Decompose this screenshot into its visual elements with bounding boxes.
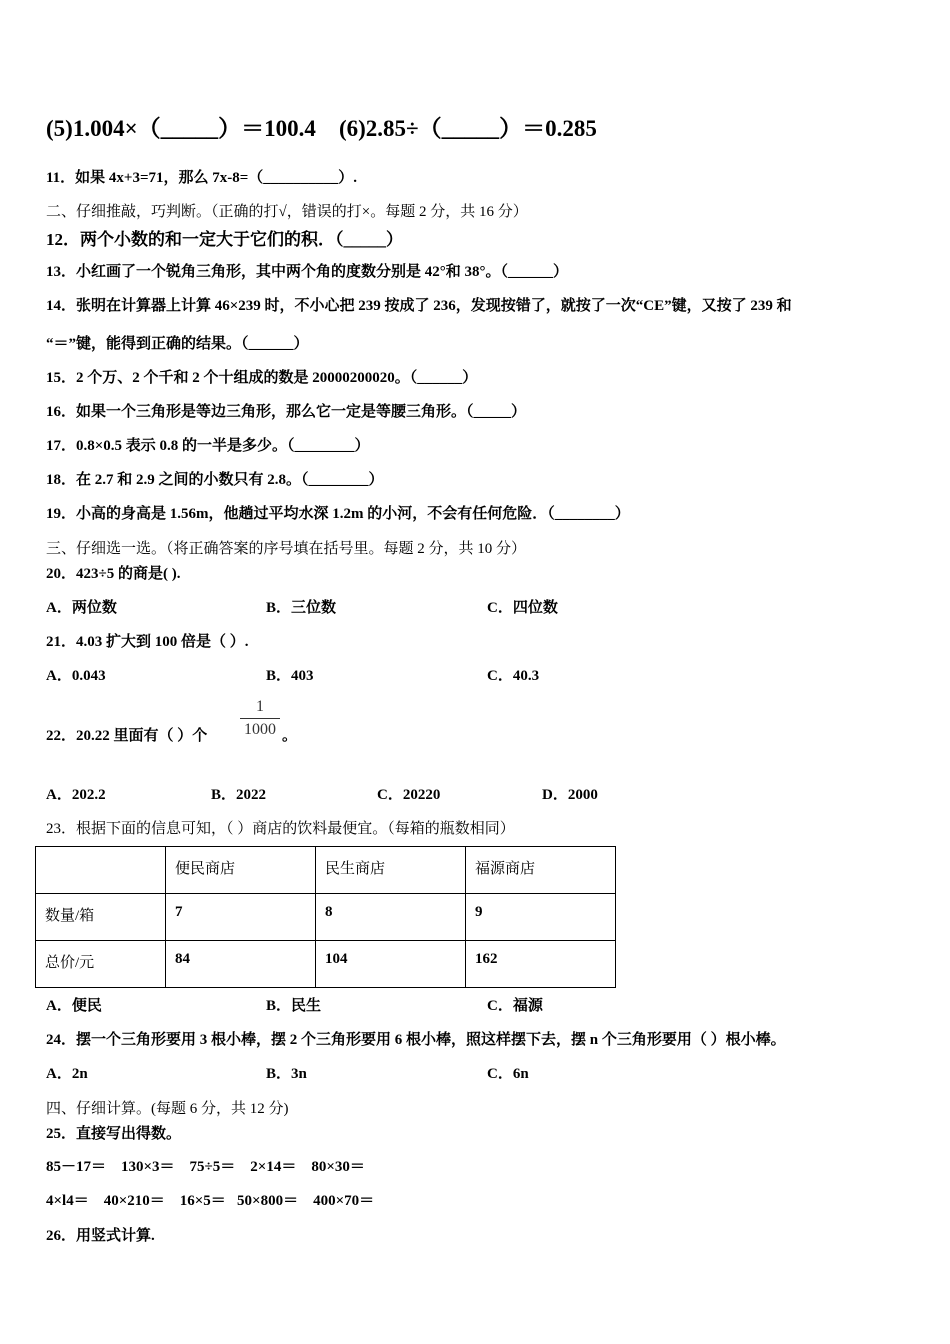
table-cell: 104 — [316, 941, 466, 988]
q22-option-c: C．20220 — [377, 787, 441, 803]
question-23: 23．根据下面的信息可知，（ ）商店的饮料最便宜。（每箱的瓶数相同） — [46, 821, 515, 837]
question-16: 16．如果一个三角形是等边三角形，那么它一定是等腰三角形。（_____） — [46, 404, 527, 420]
calc-row-2: 4×l4＝ 40×210＝ 16×5＝ 50×800＝ 400×70＝ — [46, 1193, 375, 1209]
section-4-header: 四、仔细计算。(每题 6 分，共 12 分) — [46, 1101, 289, 1117]
table-row-label: 数量/箱 — [36, 894, 166, 941]
table-row — [36, 894, 616, 941]
question-25: 25．直接写出得数。 — [46, 1126, 182, 1142]
q23-option-b: B．民生 — [266, 998, 322, 1014]
fill-blank-line — [46, 110, 597, 143]
q22-option-d: D．2000 — [542, 787, 598, 803]
question-19: 19．小高的身高是 1.56m，他趟过平均水深 1.2m 的小河，不会有任何危险．（________） — [46, 506, 630, 522]
table-cell: 84 — [166, 941, 316, 988]
question-12: 12．两个小数的和一定大于它们的积．（_____） — [46, 230, 403, 249]
table-row — [36, 941, 616, 988]
table-header-row — [36, 847, 616, 894]
table-cell — [36, 847, 166, 894]
q24-option-a: A．2n — [46, 1066, 88, 1082]
table-header-cell: 民生商店 — [316, 847, 466, 894]
question-5: (5)1.004×（_____）＝100.4 — [46, 116, 316, 141]
q23-option-c: C．福源 — [487, 998, 543, 1014]
table-header-cell: 福源商店 — [466, 847, 616, 894]
q20-option-c: C．四位数 — [487, 600, 558, 616]
question-24: 24．摆一个三角形要用 3 根小棒，摆 2 个三角形要用 6 根小棒，照这样摆下去，摆 n 个三角形要用（ ）根小棒。 — [46, 1032, 786, 1048]
question-13: 13．小红画了一个锐角三角形，其中两个角的度数分别是 42°和 38°。（______） — [46, 264, 569, 280]
fraction-bar — [240, 718, 280, 719]
section-2-header: 二、仔细推敲，巧判断。（正确的打√，错误的打×。每题 2 分，共 16 分） — [46, 204, 528, 220]
table-cell: 7 — [166, 894, 316, 941]
section-3-header: 三、仔细选一选。（将正确答案的序号填在括号里。每题 2 分，共 10 分） — [46, 541, 527, 557]
q22-stem: 22．20.22 里面有（ ）个 — [46, 728, 208, 744]
question-21: 21．4.03 扩大到 100 倍是（ ）. — [46, 634, 249, 650]
q22-stem-end: 。 — [282, 728, 298, 744]
q20-option-a: A．两位数 — [46, 600, 117, 616]
calc-row-1: 85－17＝ 130×3＝ 75÷5＝ 2×14＝ 80×30＝ — [46, 1159, 365, 1175]
q21-option-c: C．40.3 — [487, 668, 540, 684]
question-6: (6)2.85÷（_____）＝0.285 — [338, 116, 597, 141]
q21-option-a: A．0.043 — [46, 668, 106, 684]
question-11: 11．如果 4x+3=71，那么 7x-8=（__________）. — [46, 170, 358, 186]
q22-fraction — [240, 697, 280, 740]
question-14-line1: 14．张明在计算器上计算 46×239 时，不小心把 239 按成了 236，发现按错了，就按了一次“CE”键，又按了 239 和 — [46, 298, 792, 314]
table-cell: 8 — [316, 894, 466, 941]
fraction-denominator: 1000 — [244, 721, 276, 738]
q23-option-a: A．便民 — [46, 998, 102, 1014]
question-22 — [46, 724, 207, 745]
question-26: 26．用竖式计算. — [46, 1228, 155, 1244]
q20-option-b: B．三位数 — [266, 600, 337, 616]
question-15: 15．2 个万、2 个千和 2 个十组成的数是 20000200020。（______） — [46, 370, 478, 386]
table-cell: 9 — [466, 894, 616, 941]
q21-option-b: B．403 — [266, 668, 314, 684]
q24-option-b: B．3n — [266, 1066, 307, 1082]
q22-option-b: B．2022 — [211, 787, 267, 803]
question-20: 20．423÷5 的商是( ). — [46, 566, 181, 582]
question-17: 17．0.8×0.5 表示 0.8 的一半是多少。（________） — [46, 438, 370, 454]
question-18: 18．在 2.7 和 2.9 之间的小数只有 2.8。（________） — [46, 472, 384, 488]
question-14-line2: “＝”键，能得到正确的结果。（______） — [46, 336, 309, 352]
table-row-label: 总价/元 — [36, 941, 166, 988]
table-header-cell: 便民商店 — [166, 847, 316, 894]
shop-price-table — [35, 846, 616, 988]
q24-option-c: C．6n — [487, 1066, 529, 1082]
q22-option-a: A．202.2 — [46, 787, 106, 803]
table-cell: 162 — [466, 941, 616, 988]
fraction-numerator: 1 — [256, 698, 264, 715]
